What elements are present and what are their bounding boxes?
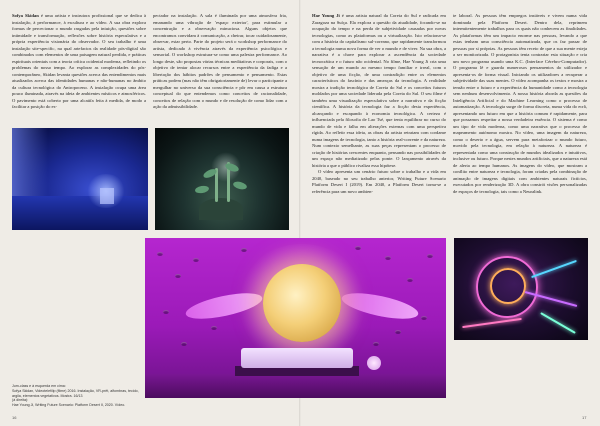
neon-video-still: [454, 238, 588, 340]
wall-dot: [211, 326, 217, 330]
text-column-2: [153, 13, 287, 110]
moon-sculpture: [263, 264, 341, 342]
wall-dot: [193, 258, 199, 262]
neon-line: [531, 260, 577, 278]
wall-dot: [175, 274, 181, 278]
text-column-3: [312, 13, 446, 218]
wall-light: [12, 128, 48, 198]
column-3-body: é uma artista natural da Coreia do Sul e radicada em Zaragoza na Suíça. Ela explora a questão da atualidade, focando-se na ocupação do tempo e na perda de subjetividade causadas por novas tecnologias, como as plataformas ou a virtualização. Isto relaciona-se com a história do capitalismo sul-coreano, que rapidamente transformou a tecnologia numa nova forma de ver o mundo e de viver. Na sua obra, a narrativa é a chave para explorar a ascendência da sociedade tecnocrática e o futuro não ocidental. No filme, Hae Young Ji cria uma sensação de um mundo ao mesmo tempo familiar e irreal, com o objetivo de uma ficção, de uma contradição entre os elementos característicos do fascínio e das ameaças da tecnologia. A realidade mostra a tradição tecnológica de Coreia do Sul e os conceitos futuros moldados por uma sociedade liderada pela Coreia do Sul. O seu filme é também uma visualização especulativa sobre a narrativa e da ficção científica. A história da tecnologia faz a ficção desta experiência, alcançando e escapando à economia tecnológica. A certeza é influenciada pela filosofia de Lao Tsé, que tenta equilibrar no curso do mundo de vida e falha em alterações externas com uma perspetiva rígida. Ao refletir essa ideia, as obras da artista retratam com cordame numa imagens de tecnologia, tanto a história real-corrente e da natureza. Num contexto semelhante, as suas peças representam o processo de criação de histórias crescentes enquanto, pensando nas possibilidades de um espaço não mediatizado pelas ponte. O lançamento através da história a que o público rivaliza essa hipótese.: [312, 13, 446, 168]
wall-dot: [407, 278, 413, 282]
caption-bottom-label: (à direita):: [12, 398, 29, 402]
wall-dot: [373, 342, 379, 346]
blue-installation-photo: [12, 128, 148, 230]
moon-bed-installation-photo: [145, 238, 446, 398]
artist-name-ji: Hae Young Ji: [312, 13, 340, 18]
artist-name-skidan: Sofya Skidan: [12, 13, 39, 18]
wall-dot: [181, 342, 187, 346]
wall-dot: [157, 252, 163, 256]
caption-top-detail: Sofya Skidan, Videotelefilip (filme) 2016. Instalação, VR-prêt, alfombras, tecido, argila, elementos vegetativos. Mostra. 16/13: [12, 389, 139, 399]
page-number-left: 16: [12, 415, 17, 420]
column-2-body: pectador na instalação. A sala é iluminada por uma atmosfera fria, emanando uma vibração de 'espaço exterior', para estimular a concentração e a observação minuciosa. Alguns objetos que encontramos convidam à comunicação, a cheirar, tocar cuidadosamente, observar, estar perto. Parte do projeto será o workshop performance do artista, dedicado à vivência através da experiência psicológica e sensorial. O workshop estrutura-se como uma palestra performance. Ao longo deste, são propostas várias técnicas meditativas e corporais, com o objetivo de tentar alocar recursos entre a experiência da fadiga e a libertação dos hábitos padrões de pensamento e pensamento. Estas práticas podem (mas não têm obrigatoriamente de) levar o participante a mergulhar no universo da sua consciência e pôr em causa a estrutura conceptual do que entendemos como conceitos de racionalidade, conceitos de relação com o mundo e de resolução de como lidar com a ação da admissibilidade.: [153, 13, 287, 109]
dark-installation-photo: [155, 128, 289, 230]
wall-dot: [385, 256, 391, 260]
text-column-1: [12, 13, 146, 110]
light-box: [100, 188, 114, 204]
wall-dot: [427, 254, 433, 258]
wall-dot: [241, 248, 247, 252]
purple-floor: [145, 374, 446, 398]
wall-dot: [355, 246, 361, 250]
column-4-body: te laboral. As pessoas têm empregos instáveis e vivem numa vida dominada pela Platform Desert. Dentro dela, reprimem intermitentemente trabalhos para os quais não conhecem as finalidades. As plataformas têm um impacto enorme nas pessoas, levando a que estas tenham uma consciência automatizada, que os faz passar de pessoas por si próprias. As pessoas têm receio de que a sua mente esteja a ser monitorizada. O protagonista tenta contrariar esta situação e cria um novo programa usando uma K.C. (Interface Cérebro-Computador). O programa lê e guarda numerosos pensamentos do utilizador e apresenta-os de forma visual. Iniciando os utilizadores a recuperar a subjetividade das suas mentes. O vídeo acompanha os textos e mostra a tensão entre o futuro e a experiência da humanidade como a tecnologia sem nenhum desenvolvimento. A nossa história aborda as questões da Inteligência Artificial e do Machine Learning como o processo de automatização. A tecnologia surge de forma discreta, numa vida do ecrã, apresentando um futuro em que a história comum é rapidamente, para que possamos respeitar a nossa verdadeira essência. O sistema é como um tipo de vida moderna, como uma narrativa que o processo de mapeamento autónomo mostra. No vídeo, uma imagem da natureza, como o deserto e a água, servem para metaforizar o mundo futuro, movido pela tecnologia, em relação à natureza. A natureza é representada como uma construção de mundos idealizados e intuitivos, inclusive ou futuro. Porque nestes mundos artificiais, que a natureza está de alerta ao tempo humanos. As imagens do vídeo, que mostram a conflito entre natureza e tecnologia, foram criadas pela combinação de animação de imagens digitais com ambientes naturais fictícios, executados por renderização 3D. A obra constrói visões personalizadas de espaços de tecnologia, tais como a Neuralink.: [453, 13, 587, 194]
text-column-4: [453, 13, 587, 218]
leaf: [232, 180, 247, 190]
neon-line: [462, 318, 522, 328]
leaf: [194, 185, 209, 194]
neon-ring-inner: [490, 268, 526, 304]
page-number-right: 17: [582, 415, 587, 420]
wall-dot: [395, 330, 401, 334]
wall-dot: [163, 310, 169, 314]
glowing-stool: [367, 356, 381, 370]
column-3-paragraph-2: O vídeo apresenta um cenário futuro sobre o trabalho e a vida em 2040, baseado no seu trabalho anterior, Writing Future Scenario Platform Desert I (2019). Em 2040, a Platform Desert torna-se a referência para um novo ambien-: [312, 169, 446, 194]
neon-line: [540, 312, 576, 334]
bed: [241, 348, 353, 368]
caption-bottom-detail: Hae Young Ji, Writing Future Scenario: Platform Desert II, 2020. Vídeo.: [12, 403, 126, 408]
mound-sculpture: [199, 198, 243, 220]
caption-bottom: [12, 398, 182, 408]
column-1-body: é uma artista e instrutora profissional que se dedica à instalação, à performance, à escultura e ao vídeo. A sua obra explora formas de percecionar o mundo rasgadas pela intuição, questões sobre intimidade e transformação, reflexões sobre história especulativa e a própria experiência visionária do observador. O seu trabalho é uma instalação site-specific, na qual artefactos da realidade pós-digital são combinados com elementos de uma paisagem natural perdida, e práticas espirituais orientais com a teoria crítica ocidental moderna, refletindo os problemas do nosso tempo. Ao explorar as complexidades do pós-contemporâneo, Skidan levanta questões acerca das entendimentos mais atualizados acerca das identidades humanas e não-humanas no âmbito da cultura tecnológica do Antropoceno. A instalação ocupa uma área pouco iluminada, através na ideia de ambientes místicos e atmosféricos. O pavimento está coberto por uma alcatifa feita à medida, de modo a facilitar a posição do es-: [12, 13, 146, 109]
wall-dot: [421, 316, 427, 320]
caption-top-label: Jum-class e à esquerda em cima:: [12, 384, 66, 388]
blue-floor: [12, 196, 148, 230]
